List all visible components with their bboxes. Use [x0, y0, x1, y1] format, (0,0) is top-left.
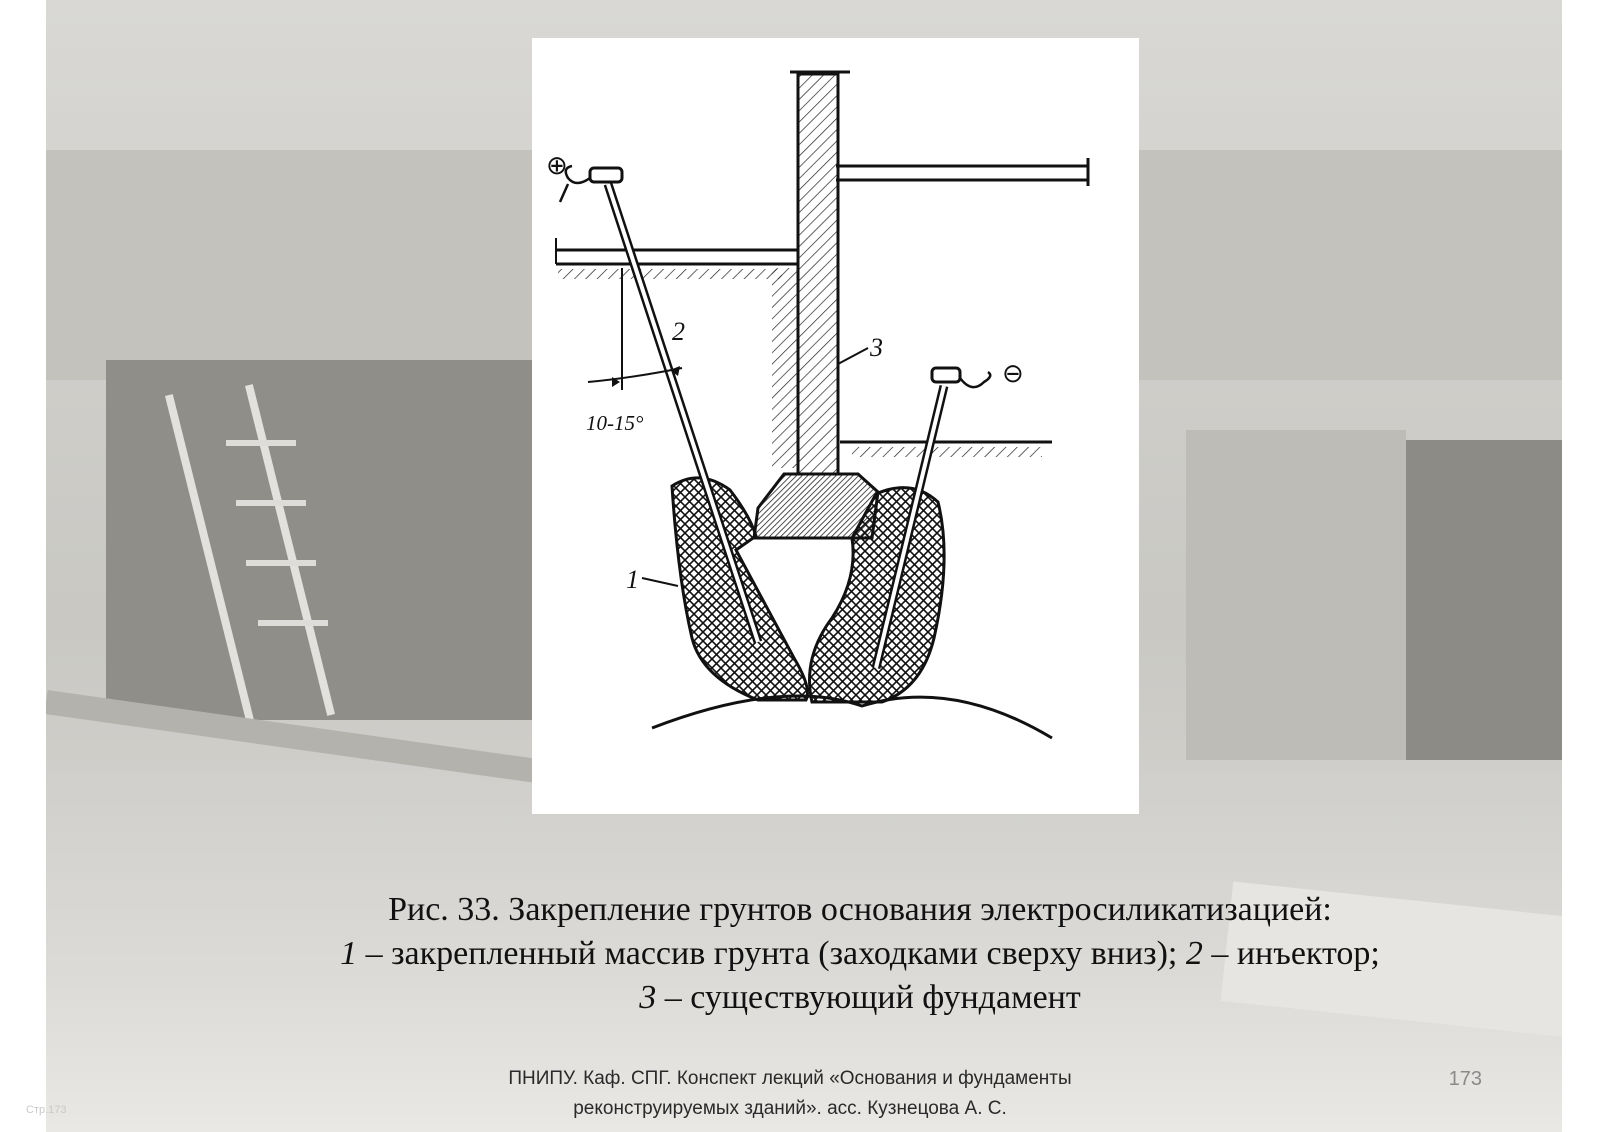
photo-ladder-rung [226, 440, 296, 446]
page-label: Стр.173 [26, 1104, 67, 1116]
footer-line-2: реконструируемых зданий». асс. Кузнецова А. С. [573, 1098, 1007, 1119]
caption-line-3 [190, 976, 1530, 1020]
caption-line-1: Рис. 33. Закрепление грунтов основания электросиликатизацией: [388, 891, 1332, 928]
diagram-drawing [532, 38, 1139, 814]
photo-ladder-rung [236, 500, 306, 506]
diagram-label-2: 2 [672, 317, 685, 346]
caption-item-3-text: – существующий фундамент [656, 979, 1081, 1016]
caption-line-2 [190, 932, 1530, 976]
caption-item-1-text: – закрепленный массив грунта (заходками сверху вниз); [357, 935, 1186, 972]
minus-electrode-icon: ⊖ [1002, 359, 1024, 389]
ground-surface-left [556, 238, 797, 274]
diagram-angle-label: 10-15° [586, 411, 644, 435]
photo-ladder-rung [258, 620, 328, 626]
slide-footer [440, 1064, 1140, 1124]
angle-marker [588, 268, 682, 390]
caption-item-2-text: – инъектор; [1202, 935, 1380, 972]
foundation-diagram [532, 38, 1139, 814]
floor-slab [836, 158, 1088, 186]
diagram-label-1: 1 [626, 565, 639, 594]
existing-foundation-wall [754, 72, 878, 538]
caption-item-2-number: 2 [1185, 935, 1203, 972]
page-number: 173 [1448, 1068, 1482, 1090]
caption-item-1-number: 1 [340, 935, 358, 972]
footer-line-1: ПНИПУ. Каф. СПГ. Конспект лекций «Основания и фундаменты [508, 1068, 1072, 1089]
diagram-label-3: 3 [870, 333, 883, 362]
caption-item-3-number: 3 [639, 979, 657, 1016]
ground-surface-right [840, 442, 1052, 452]
photo-ladder-rung [246, 560, 316, 566]
plus-electrode-icon: ⊕ [546, 151, 568, 181]
figure-caption [190, 888, 1530, 1020]
